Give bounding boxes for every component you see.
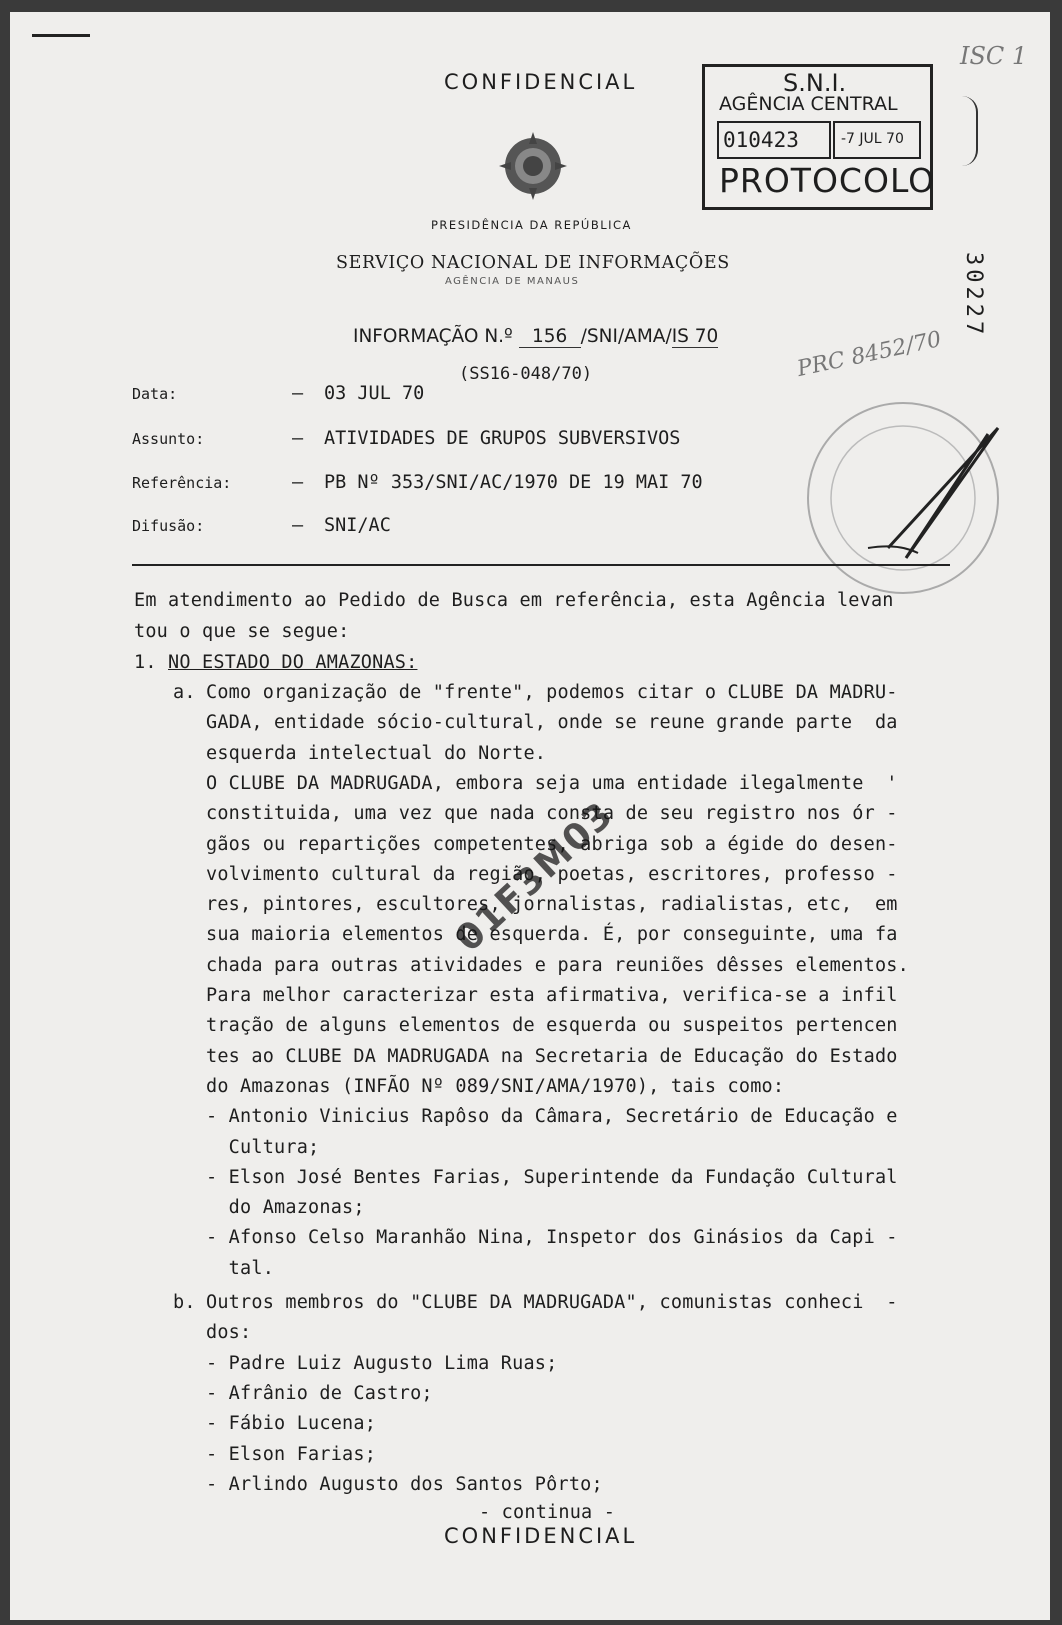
information-suffix: /SNI/AMA/ xyxy=(580,326,672,347)
item-a-line: do Amazonas; xyxy=(206,1197,365,1219)
item-b-line: Outros membros do "CLUBE DA MADRUGADA", comunistas conheci - xyxy=(206,1292,898,1313)
item-a-line: Para melhor caracterizar esta afirmativa, verifica-se a infil xyxy=(206,985,898,1006)
item-a-line: tes ao CLUBE DA MADRUGADA na Secretaria de Educação do Estado xyxy=(206,1045,898,1067)
item-a-line: chada para outras atividades e para reuniões dêsses elementos. xyxy=(206,954,909,976)
stamp-date: -7 JUL 70 xyxy=(841,131,904,147)
protocol-stamp xyxy=(702,64,936,210)
field-label-distribution: Difusão: xyxy=(132,517,205,535)
section-number: 1. xyxy=(134,652,157,673)
bracket-mark xyxy=(962,96,978,166)
field-value-reference: PB Nº 353/SNI/AC/1970 DE 19 MAI 70 xyxy=(324,472,703,493)
field-dash-reference: — xyxy=(292,472,304,493)
item-a-line: - Antonio Vinicius Rapôso da Câmara, Secretário de Educação e xyxy=(206,1106,898,1128)
item-a-line: do Amazonas (INFÃO Nº 089/SNI/AMA/1970), tais como: xyxy=(206,1075,785,1097)
presidency-seal xyxy=(788,398,1018,598)
information-number xyxy=(353,326,718,348)
item-a-line: Como organização de "frente", podemos citar o CLUBE DA MADRU- xyxy=(206,682,898,703)
header-divider xyxy=(132,564,950,566)
information-number-value: 156 xyxy=(519,326,581,348)
field-value-date: 03 JUL 70 xyxy=(324,383,425,404)
item-a-line: GADA, entidade sócio-cultural, onde se reune grande parte da xyxy=(206,712,898,734)
stamp-agency-initials: S.N.I. xyxy=(783,69,847,97)
stamp-number: 010423 xyxy=(723,128,799,152)
body-intro-line-1: Em atendimento ao Pedido de Busca em referência, esta Agência levan xyxy=(134,590,894,611)
item-a-marker: a. xyxy=(173,682,196,703)
item-b-line: - Afrânio de Castro; xyxy=(206,1382,433,1404)
item-a-line: - Afonso Celso Maranhão Nina, Inspetor dos Ginásios da Capi - xyxy=(206,1227,898,1249)
agency-name: AGÊNCIA DE MANAUS xyxy=(445,276,580,287)
item-a-line: constituida, uma vez que nada consta de seu registro nos ór - xyxy=(206,803,898,825)
item-b-line: dos: xyxy=(206,1322,252,1344)
coat-of-arms-emblem xyxy=(497,130,569,202)
item-a-line: O CLUBE DA MADRUGADA, embora seja uma entidade ilegalmente ' xyxy=(206,772,898,794)
item-a-line: res, pintores, escultores, jornalistas, radialistas, etc, em xyxy=(206,894,898,916)
side-archive-number: 30227 xyxy=(961,252,986,339)
field-label-subject: Assunto: xyxy=(132,430,205,448)
archive-overlay-stamp: 01F3M03 xyxy=(448,793,622,960)
handwritten-process-note: PRC 8452/70 xyxy=(795,327,944,382)
item-a-line: tal. xyxy=(206,1257,275,1279)
item-b-line: - Fábio Lucena; xyxy=(206,1413,377,1435)
field-value-subject: ATIVIDADES DE GRUPOS SUBVERSIVOS xyxy=(324,428,681,449)
item-b-line: - Padre Luiz Augusto Lima Ruas; xyxy=(206,1352,558,1374)
section-title: NO ESTADO DO AMAZONAS: xyxy=(168,652,418,673)
item-b-line: - Arlindo Augusto dos Santos Pôrto; xyxy=(206,1473,603,1495)
stamp-agency-name: AGÊNCIA CENTRAL xyxy=(719,93,898,115)
handwritten-corner-note: ISC 1 xyxy=(960,42,1028,70)
continued-label: - continua - xyxy=(479,1502,616,1523)
document-page xyxy=(10,12,1050,1620)
stamp-number-box xyxy=(717,121,831,159)
stamp-date-box xyxy=(833,121,921,159)
item-b-marker: b. xyxy=(173,1292,196,1313)
item-a-line: volvimento cultural da região, poetas, escritores, professo - xyxy=(206,863,898,885)
item-b-line: - Elson Farias; xyxy=(206,1443,377,1465)
information-reference-code: (SS16-048/70) xyxy=(459,364,593,384)
field-label-reference: Referência: xyxy=(132,474,232,492)
corner-mark xyxy=(32,34,90,37)
field-dash-date: — xyxy=(292,383,304,404)
item-a-line: gãos ou repartições competentes, abriga sob a égide do desen- xyxy=(206,833,898,855)
classification-bottom: CONFIDENCIAL xyxy=(444,1524,638,1548)
classification-top: CONFIDENCIAL xyxy=(444,70,638,94)
item-a-line: Cultura; xyxy=(206,1136,320,1158)
body-intro-line-2: tou o que se segue: xyxy=(134,621,350,642)
presidency-label: PRESIDÊNCIA DA REPÚBLICA xyxy=(431,218,632,232)
item-a-line: - Elson José Bentes Farias, Superintende da Fundação Cultural xyxy=(206,1166,898,1188)
item-a-line: sua maioria elementos de esquerda. É, por conseguinte, uma fa xyxy=(206,924,898,946)
stamp-protocol-label: PROTOCOLO xyxy=(719,161,936,200)
field-dash-subject: — xyxy=(292,428,304,449)
information-year: IS 70 xyxy=(671,326,719,347)
information-prefix: INFORMAÇÃO N.º xyxy=(353,326,513,347)
service-name: SERVIÇO NACIONAL DE INFORMAÇÕES xyxy=(336,253,730,273)
field-dash-distribution: — xyxy=(292,515,304,536)
item-a-line: esquerda intelectual do Norte. xyxy=(206,742,547,764)
section-heading xyxy=(134,652,417,673)
field-label-date: Data: xyxy=(132,385,178,403)
item-a-line: tração de alguns elementos de esquerda ou suspeitos pertencen xyxy=(206,1015,898,1037)
field-value-distribution: SNI/AC xyxy=(324,515,391,536)
